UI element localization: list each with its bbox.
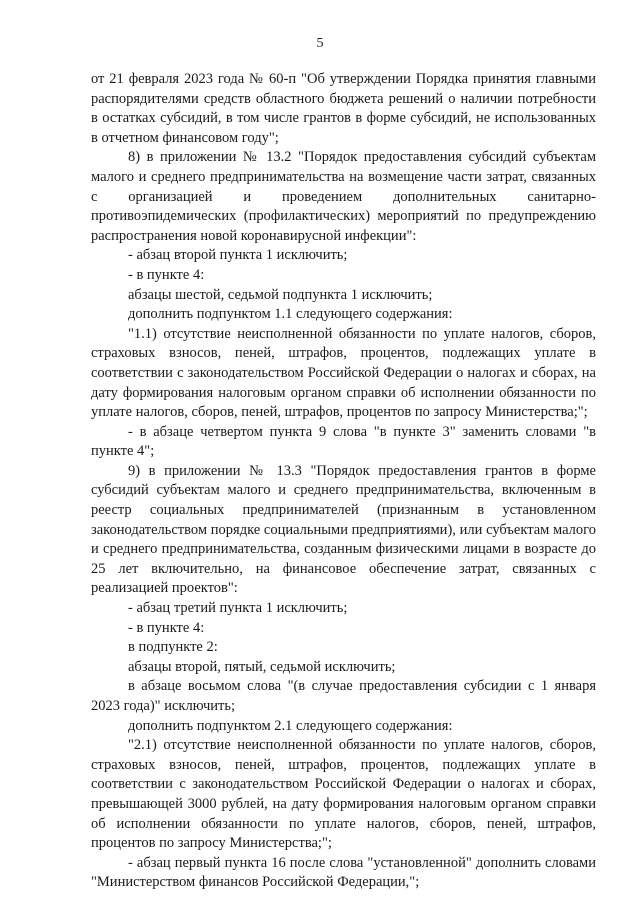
paragraph: от 21 февраля 2023 года № 60-п "Об утверждении Порядка принятия главными распорядителями средств областного бюджета решений о наличии потребности в остатках субсидий, в том числе грантов в форме субсидий, не использованных в отчетном финансовом году";: [91, 71, 596, 146]
paragraph: 8) в приложении № 13.2 "Порядок предоставления субсидий субъектам малого и среднего предпринимательства на возмещение части затрат, связанных с организацией и проведением дополнительных санитарно-противоэпидемических (профилактических) мероприятий по предупреждению распространения новой коронавирусной инфекции":: [91, 149, 596, 244]
paragraph: "1.1) отсутствие неисполненной обязанности по уплате налогов, сборов, страховых взносов, пеней, штрафов, процентов, подлежащих уплате в соответствии с законодательством Российской Федерации о налогах и сборах, на дату формирования налоговым органом справки об исполнении обязанности по уплате налогов, сборов, пеней, штрафов, процентов по запросу Министерства;";: [91, 325, 596, 421]
paragraph: - в абзаце четвертом пункта 9 слова "в пункте 3" заменить словами "в пункте 4";: [91, 423, 596, 460]
paragraph: в подпункте 2:: [128, 639, 218, 656]
paragraph: - в пункте 4:: [128, 266, 205, 283]
paragraph: дополнить подпунктом 2.1 следующего содержания:: [128, 717, 453, 734]
paragraph: "2.1) отсутствие неисполненной обязанности по уплате налогов, сборов, страховых взносов, пеней, штрафов, процентов, подлежащих уплате в соответствии с законодательством Российской Федерации о налогах и сборах, превышающей 3000 рублей, на дату формирования налоговым органом справки об исполнении обязанности по уплате налогов, сборов, пеней, штрафов, процентов по запросу Министерства;";: [91, 737, 596, 852]
paragraph: в абзаце восьмом слова "(в случае предоставления субсидии с 1 января 2023 года)" исключить;: [91, 678, 596, 714]
paragraph: - абзац третий пункта 1 исключить;: [128, 600, 348, 617]
paragraph: абзацы второй, пятый, седьмой исключить;: [128, 658, 396, 675]
paragraph: дополнить подпунктом 1.1 следующего содержания:: [128, 306, 453, 323]
paragraph: - абзац второй пункта 1 исключить;: [128, 247, 348, 264]
paragraph: - абзац первый пункта 16 после слова "установленной" дополнить словами "Министерством финансов Российской Федерации,";: [91, 854, 596, 891]
paragraph: 9) в приложении № 13.3 "Порядок предоставления грантов в форме субсидий субъектам малого и среднего предпринимательства, включенным в реестр социальных предпринимателей (признанным в установленном законодательством порядке социальными предприятиями), или субъектам малого и среднего предпринимательства, созданным физическими лицами в возрасте до 25 лет включительно, на финансовое обеспечение затрат, связанных с реализацией проектов":: [91, 462, 596, 597]
document-body: [91, 70, 596, 893]
page-number: 5: [316, 36, 324, 51]
paragraph: абзацы шестой, седьмой подпункта 1 исключить;: [128, 286, 433, 303]
paragraph: - в пункте 4:: [128, 619, 205, 636]
